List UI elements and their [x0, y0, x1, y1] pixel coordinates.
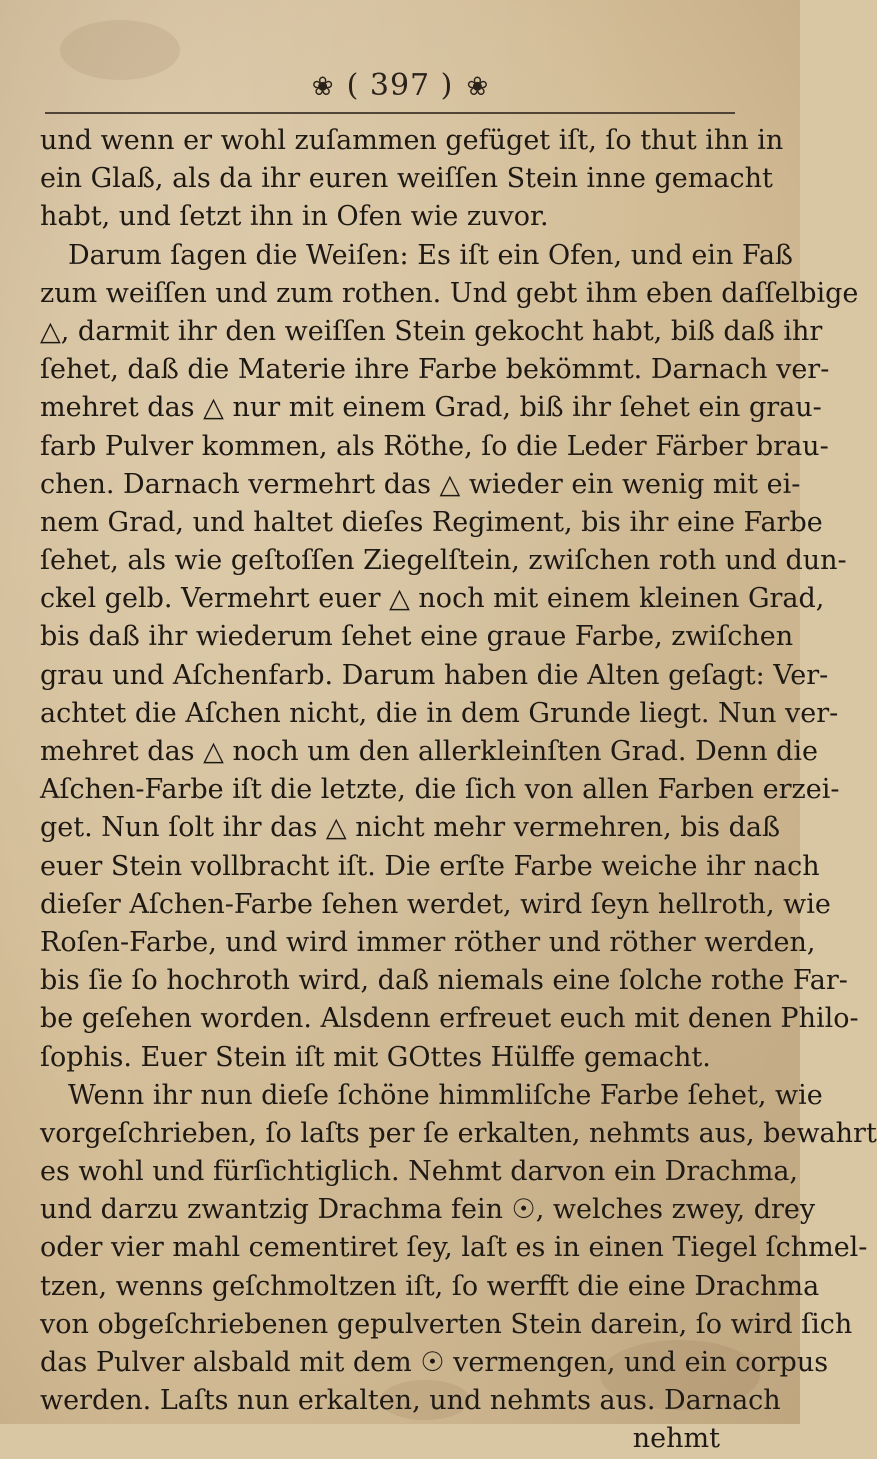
text-line: oder vier mahl cementiret ſey, laſt es in einen Tiegel ſchmel-: [40, 1232, 868, 1264]
left-ornament-icon: ❀: [311, 72, 334, 102]
text-line: ſophis. Euer Stein iſt mit GOttes Hülffe gemacht.: [40, 1041, 711, 1073]
text-line: das Pulver alsbald mit dem ☉ vermengen, und ein corpus: [40, 1347, 829, 1378]
text-line: ſehet, als wie geſtoſſen Ziegelſtein, zwiſchen roth und dun-: [40, 545, 847, 577]
text-line: werden. Laſts nun erkalten, und nehmts aus. Darnach: [40, 1385, 781, 1417]
text-line: dieſer Aſchen-Farbe ſehen werdet, wird ſeyn hellroth, wie: [40, 888, 831, 920]
text-line: be geſehen worden. Alsdenn erfreuet euch mit denen Philo-: [40, 1003, 859, 1035]
text-line: chen. Darnach vermehrt das △ wieder ein wenig mit ei-: [40, 468, 801, 500]
text-line: ſehet, daß die Materie ihre Farbe bekömmt. Darnach ver-: [40, 354, 830, 386]
body-text: [40, 122, 877, 1459]
text-line: Roſen-Farbe, und wird immer röther und röther werden,: [40, 926, 816, 958]
right-ornament-icon: ❀: [466, 72, 489, 102]
text-line: △, darmit ihr den weiſſen Stein gekocht habt, biß daß ihr: [40, 315, 823, 347]
text-line: Aſchen-Farbe iſt die letzte, die ſich von allen Farben erzei-: [40, 774, 840, 806]
text-line: und wenn er wohl zuſammen gefüget iſt, ſo thut ihn in: [40, 125, 784, 156]
text-line: bis ſie ſo hochroth wird, daß niemals eine ſolche rothe Far-: [40, 965, 848, 997]
catchword: nehmt: [632, 1423, 720, 1455]
text-line: vorgeſchrieben, ſo laſts per ſe erkalten, nehmts aus, bewahrt: [40, 1117, 877, 1149]
text-line: ein Glaß, als da ihr euren weiſſen Stein inne gemacht: [40, 163, 773, 195]
text-line: tzen, wenns geſchmoltzen iſt, ſo werfft die eine Drachma: [40, 1270, 820, 1302]
text-line: es wohl und fürſichtiglich. Nehmt darvon ein Drachma,: [40, 1156, 799, 1188]
text-line: habt, und ſetzt ihn in Ofen wie zuvor.: [40, 201, 549, 233]
text-line: ckel gelb. Vermehrt euer △ noch mit einem kleinen Grad,: [40, 583, 825, 615]
text-line: grau und Aſchenfarb. Darum haben die Alten geſagt: Ver-: [40, 659, 829, 691]
text-line: achtet die Aſchen nicht, die in dem Grunde liegt. Nun ver-: [40, 697, 839, 729]
text-line: von obgeſchriebenen gepulverten Stein darein, ſo wird ſich: [40, 1308, 853, 1340]
header-rule: [45, 112, 735, 114]
text-line: get. Nun ſolt ihr das △ nicht mehr vermehren, bis daß: [40, 812, 781, 844]
page-number: ( 397 ): [346, 68, 454, 103]
text-line: zum weiſſen und zum rothen. Und gebt ihm eben daſſelbige: [40, 277, 859, 309]
text-line: Darum ſagen die Weiſen: Es iſt ein Ofen, und ein Faß: [68, 239, 793, 271]
text-line: nem Grad, und haltet dieſes Regiment, bis ihr eine Farbe: [40, 506, 823, 538]
text-line: euer Stein vollbracht iſt. Die erſte Farbe weiche ihr nach: [40, 850, 820, 882]
text-line: mehret das △ nur mit einem Grad, biß ihr ſehet ein grau-: [40, 392, 822, 424]
text-line: farb Pulver kommen, als Röthe, ſo die Leder Färber brau-: [40, 430, 829, 462]
page-header: [0, 60, 800, 110]
text-line: bis daß ihr wiederum ſehet eine graue Farbe, zwiſchen: [40, 621, 794, 653]
text-line: und darzu zwantzig Drachma fein ☉, welches zwey, drey: [40, 1194, 816, 1226]
text-line: mehret das △ noch um den allerkleinſten Grad. Denn die: [40, 736, 818, 767]
text-line: Wenn ihr nun dieſe ſchöne himmliſche Farbe ſehet, wie: [68, 1079, 823, 1111]
